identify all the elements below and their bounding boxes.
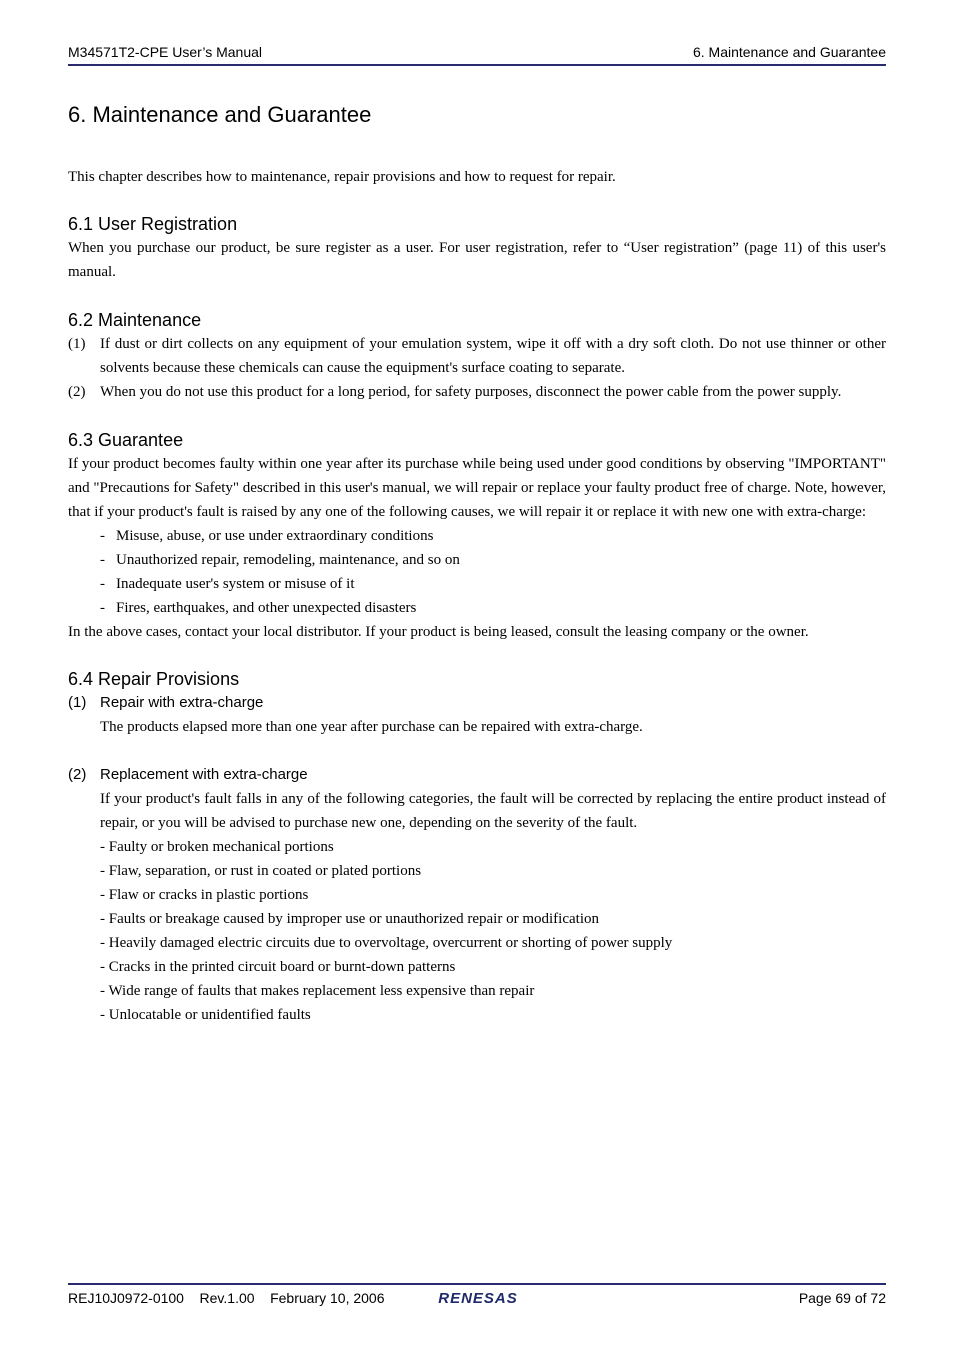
guarantee-closing-text: In the above cases, contact your local distributor. If your product is being leased, consult the leasing company or the owner. [68,624,809,640]
subsection-title: Repair with extra-charge [100,694,264,711]
list-item-number: (1) [68,336,86,352]
guarantee-causes-list [68,524,886,620]
page-content [68,165,886,1027]
page-header [68,44,886,64]
repair-subsection-1-text: The products elapsed more than one year after purchase can be repaired with extra-charge. [100,719,643,735]
list-item-number: (2) [68,384,86,400]
list-item: - Unauthorized repair, remodeling, maintenance, and so on [100,548,886,572]
renesas-logo-icon [422,1288,534,1308]
list-item: - Flaw or cracks in plastic portions [100,887,309,903]
list-item: - Cracks in the printed circuit board or burnt-down patterns [100,959,456,975]
list-item-text: If dust or dirt collects on any equipment of your emulation system, wipe it off with a dry soft cloth. Do not use thinner or other solvents because these chemicals can cause the equipment's surface coating to separate. [100,336,886,376]
intro-paragraph: This chapter describes how to maintenance, repair provisions and how to request for repair. [68,169,616,185]
section-user-registration-title: 6.1 User Registration [68,214,238,234]
repair-subsection-1-title [68,691,886,715]
subsection-number: (1) [68,694,87,711]
list-item: - Heavily damaged electric circuits due to overvoltage, overcurrent or shorting of power supply [100,935,673,951]
replacement-fault-list [68,835,886,1027]
list-item: - Faulty or broken mechanical portions [100,839,334,855]
footer-page-number: Page 69 of 72 [798,1290,886,1306]
footer-document-info: REJ10J0972-0100 Rev.1.00 February 10, 2006 [68,1290,385,1306]
list-item: - Wide range of faults that makes replacement less expensive than repair [100,983,535,999]
page-footer [68,1290,886,1310]
footer-rule [68,1283,886,1285]
header-manual-title: M34571T2-CPE User’s Manual [68,44,263,60]
list-item: - Inadequate user's system or misuse of it [100,572,886,596]
renesas-logo-text: RENESAS [438,1290,518,1307]
list-item: - Faults or breakage caused by improper use or unauthorized repair or modification [100,911,599,927]
chapter-title: 6. Maintenance and Guarantee [68,102,372,127]
guarantee-text: If your product becomes faulty within one year after its purchase while being used under good conditions by observing "IMPORTANT" and "Precautions for Safety" described in this user's manual, we will repair or replace your faulty product free of charge. Note, however, that if your product's fault is raised by any one of the following causes, we will repair it or replace it with new one with extra-charge: [68,456,886,520]
list-item: - Unlocatable or unidentified faults [100,1007,311,1023]
header-chapter-title: 6. Maintenance and Guarantee [692,44,886,60]
maintenance-list [68,332,886,404]
subsection-number: (2) [68,766,87,783]
section-guarantee-title: 6.3 Guarantee [68,430,184,450]
list-item [68,380,886,404]
subsection-title: Replacement with extra-charge [100,766,308,783]
repair-subsection-2-text: If your product's fault falls in any of the following categories, the fault will be corrected by replacing the entire product instead of repair, or you will be advised to purchase new one, depending on the severity of the fault. [100,791,886,831]
list-item [68,332,886,380]
list-item: - Misuse, abuse, or use under extraordinary conditions [100,524,886,548]
header-rule [68,64,886,66]
section-maintenance-title: 6.2 Maintenance [68,310,202,330]
list-item: - Flaw, separation, or rust in coated or plated portions [100,863,422,879]
list-item-text: When you do not use this product for a long period, for safety purposes, disconnect the power cable from the power supply. [100,384,842,400]
user-registration-text: When you purchase our product, be sure register as a user. For user registration, refer to “User registration” (page 11) of this user's manual. [68,240,886,280]
section-repair-provisions-title: 6.4 Repair Provisions [68,669,240,689]
list-item: - Fires, earthquakes, and other unexpected disasters [100,596,886,620]
repair-subsection-2-title [68,763,886,787]
